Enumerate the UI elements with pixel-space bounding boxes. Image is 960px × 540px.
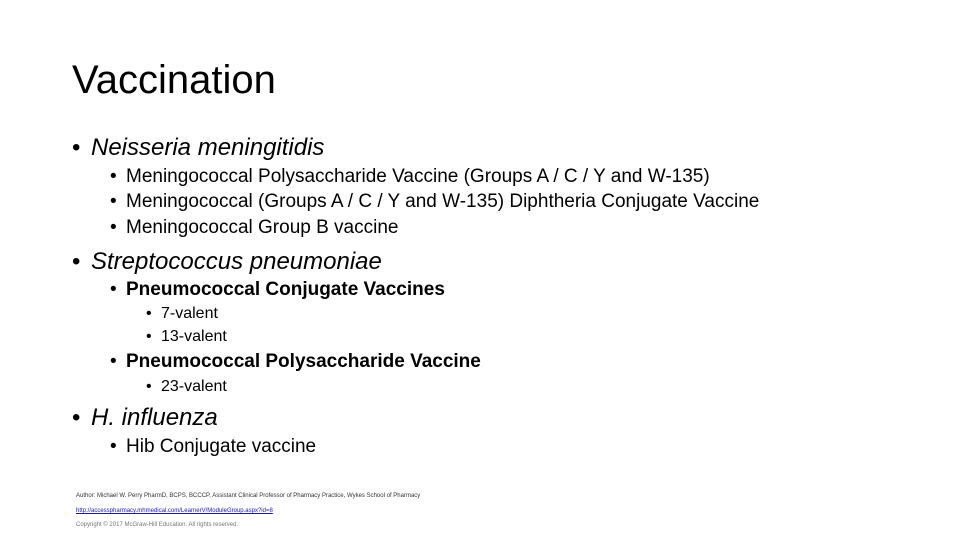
bullet: • bbox=[110, 279, 117, 300]
item-text: Hib Conjugate vaccine bbox=[126, 436, 317, 457]
footer-author: Author: Michael W. Perry PharmD, BCPS, BCCCP, Assistant Clinical Professor of Pharmacy Practice, Wykes School of Pharmacy bbox=[76, 493, 421, 499]
bullet: • bbox=[110, 217, 117, 238]
footer-copyright: Copyright © 2017 McGraw-Hill Education. All rights reserved. bbox=[76, 522, 239, 528]
list-item bbox=[146, 377, 227, 397]
bullet: • bbox=[146, 378, 152, 395]
list-item bbox=[146, 327, 227, 347]
footer-link-row bbox=[76, 507, 273, 515]
item-text: Meningococcal Group B vaccine bbox=[126, 217, 399, 238]
bullet: • bbox=[110, 166, 117, 187]
footer-link[interactable]: http://accesspharmacy.mhmedical.com/LearnerV/ModuleGroup.aspx?id=8 bbox=[76, 508, 273, 514]
bullet: • bbox=[110, 351, 117, 372]
item-text: 13-valent bbox=[161, 328, 227, 345]
bullet: • bbox=[146, 305, 152, 322]
list-item bbox=[110, 190, 759, 214]
item-text: 23-valent bbox=[161, 378, 227, 395]
item-text: 7-valent bbox=[161, 305, 218, 322]
heading-strep: Streptococcus pneumoniae bbox=[91, 248, 382, 275]
item-text: Meningococcal (Groups A / C / Y and W-135) Diphtheria Conjugate Vaccine bbox=[126, 191, 760, 212]
list-item-hinfluenza bbox=[72, 404, 218, 432]
heading-hinfluenza: H. influenza bbox=[91, 404, 218, 431]
list-item-polysaccharide bbox=[110, 350, 481, 374]
heading-neisseria: Neisseria meningitidis bbox=[91, 134, 325, 161]
item-text: Pneumococcal Polysaccharide Vaccine bbox=[126, 351, 481, 372]
slide-title: Vaccination bbox=[72, 58, 276, 102]
list-item-neisseria bbox=[72, 134, 324, 162]
list-item bbox=[110, 216, 398, 240]
item-text: Pneumococcal Conjugate Vaccines bbox=[126, 279, 445, 300]
list-item bbox=[146, 304, 218, 324]
bullet: • bbox=[72, 134, 81, 161]
bullet: • bbox=[110, 436, 117, 457]
bullet: • bbox=[146, 328, 152, 345]
item-text: Meningococcal Polysaccharide Vaccine (Groups A / C / Y and W-135) bbox=[126, 166, 710, 187]
list-item bbox=[110, 165, 710, 189]
list-item-strep bbox=[72, 248, 382, 276]
bullet: • bbox=[110, 191, 117, 212]
list-item-conjugate bbox=[110, 278, 445, 302]
bullet: • bbox=[72, 248, 81, 275]
bullet: • bbox=[72, 404, 81, 431]
list-item bbox=[110, 435, 316, 459]
